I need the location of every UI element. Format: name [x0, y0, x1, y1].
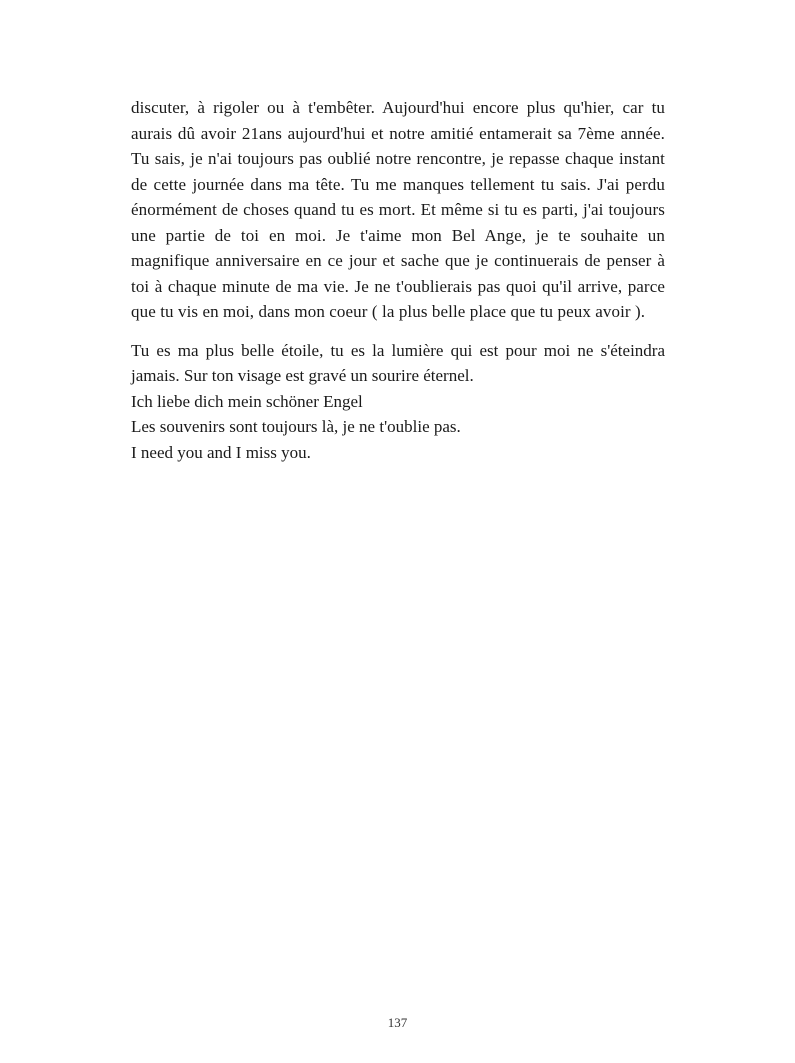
body-paragraph-1: discuter, à rigoler ou à t'embêter. Aujourd'hui encore plus qu'hier, car tu aurais dû avoir 21ans aujourd'hui et notre amitié entamerait sa 7ème année. Tu sais, je n'ai toujours pas oublié notre rencontre, je repasse chaque instant de cette journée dans ma tête. Tu me manques tellement tu sais. J'ai perdu énormément de choses quand tu es mort. Et même si tu es parti, j'ai toujours une partie de toi en moi. Je t'aime mon Bel Ange, je te souhaite un magnifique anniversaire en ce jour et sache que je continuerais de penser à toi à chaque minute de ma vie. Je ne t'oublierais pas quoi qu'il arrive, parce que tu vis en moi, dans mon coeur ( la plus belle place que tu peux avoir ). — [131, 98, 665, 321]
closing-line-english: I need you and I miss you. — [131, 442, 311, 462]
body-paragraph-2: Tu es ma plus belle étoile, tu es la lumière qui est pour moi ne s'éteindra jamais. Sur ton visage est gravé un sourire éternel. — [131, 340, 665, 385]
closing-block — [131, 338, 665, 466]
closing-line-german: Ich liebe dich mein schöner Engel — [131, 391, 363, 411]
closing-line-french: Les souvenirs sont toujours là, je ne t'oublie pas. — [131, 417, 461, 436]
page-number: 137 — [387, 1015, 408, 1030]
text-block — [131, 95, 665, 465]
